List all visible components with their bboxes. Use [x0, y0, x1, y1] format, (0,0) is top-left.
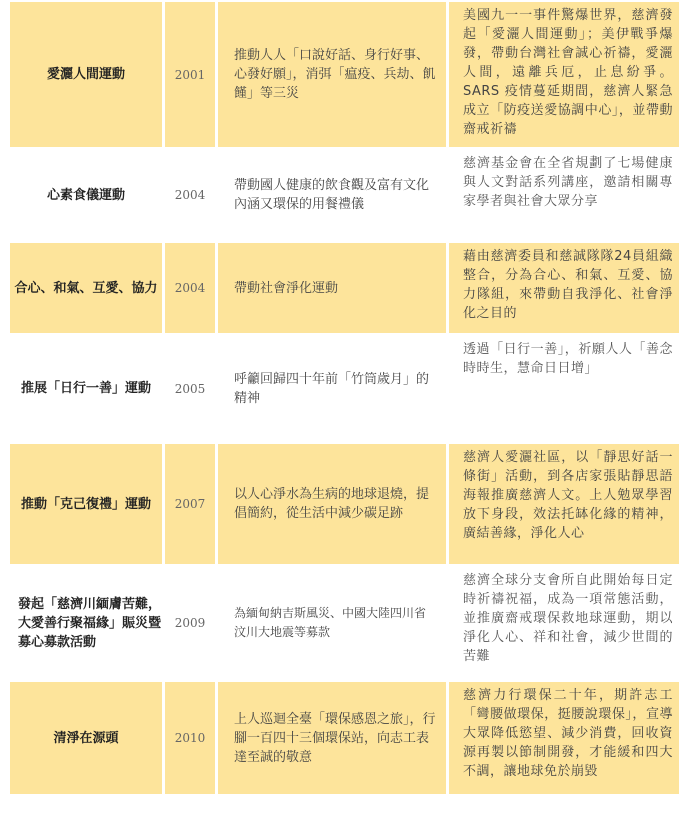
campaign-year: 2004	[165, 150, 215, 240]
campaign-detail: 慈濟基金會在全省規劃了七場健康與人文對話系列講座，邀請相關專家學者與社會大眾分享	[449, 150, 679, 240]
table-row	[10, 243, 679, 333]
empty-cell	[165, 797, 215, 827]
campaign-detail: 藉由慈濟委員和慈誠隊隊24員組織整合，分為合心、和氣、互愛、協力隊組，來帶動自我淨化、社會淨化之目的	[449, 243, 679, 333]
campaign-year: 2005	[165, 336, 215, 441]
empty-cell	[218, 797, 446, 827]
table-row	[10, 150, 679, 240]
campaign-description: 以人心淨水為生病的地球退燒，提倡簡約，從生活中減少碳足跡	[218, 444, 446, 564]
campaign-description: 帶動社會淨化運動	[218, 243, 446, 333]
campaign-name: 發起「慈濟川緬膚苦難，大愛善行聚福緣」賑災暨募心募款活動	[10, 567, 162, 679]
table-row	[10, 682, 679, 794]
campaign-detail: 慈濟全球分支會所自此開始每日定時祈禱祝福，成為一項常態活動，並推廣齋戒環保救地球運動，期以淨化人心、祥和社會，減少世間的苦難	[449, 567, 679, 679]
campaign-detail: 美國九一一事件驚爆世界，慈濟發起「愛灑人間運動」；美伊戰爭爆發，帶動台灣社會誠心祈禱，愛灑人間，遠離兵厄，止息紛爭。SARS 疫情蔓延期間，慈濟人緊急成立「防疫送愛協調中心」，並帶動齋戒祈禱	[449, 2, 679, 147]
campaign-year: 2010	[165, 682, 215, 794]
campaign-name: 合心、和氣、互愛、協力	[10, 243, 162, 333]
campaign-detail: 透過「日行一善」，祈願人人「善念時時生，慧命日日增」	[449, 336, 679, 441]
campaign-name: 推動「克己復禮」運動	[10, 444, 162, 564]
campaign-description: 呼籲回歸四十年前「竹筒歲月」的精神	[218, 336, 446, 441]
table-row	[10, 567, 679, 679]
campaign-year: 2001	[165, 2, 215, 147]
empty-cell	[10, 797, 162, 827]
campaign-description: 為緬甸納吉斯風災、中國大陸四川省汶川大地震等募款	[218, 567, 446, 679]
campaign-name: 清淨在源頭	[10, 682, 162, 794]
campaign-description: 推動人人「口說好話、身行好事、心發好願」，消弭「瘟疫、兵劫、飢饉」等三災	[218, 2, 446, 147]
table-row	[10, 336, 679, 441]
campaign-name: 心素食儀運動	[10, 150, 162, 240]
campaign-year: 2004	[165, 243, 215, 333]
table-row	[10, 797, 679, 827]
campaign-description: 上人巡迴全臺「環保感恩之旅」，行腳一百四十三個環保站，向志工表達至誠的敬意	[218, 682, 446, 794]
campaign-year: 2007	[165, 444, 215, 564]
table-row	[10, 2, 679, 147]
empty-cell	[449, 797, 679, 827]
campaign-detail: 慈濟人愛灑社區，以「靜思好話一條街」活動，到各店家張貼靜思語海報推廣慈濟人文。上人勉眾學習放下身段，效法托缽化緣的精神，廣結善緣，淨化人心	[449, 444, 679, 564]
table-row	[10, 444, 679, 564]
campaign-name: 推展「日行一善」運動	[10, 336, 162, 441]
campaign-detail: 慈濟力行環保二十年，期許志工「彎腰做環保，挺腰說環保」，宣導大眾降低慾望、減少消費，回收資源再製以節制開發，才能緩和四大不調，讓地球免於崩毀	[449, 682, 679, 794]
campaign-year: 2009	[165, 567, 215, 679]
history-table	[7, 0, 682, 830]
campaign-name: 愛灑人間運動	[10, 2, 162, 147]
campaign-description: 帶動國人健康的飲食觀及富有文化內涵又環保的用餐禮儀	[218, 150, 446, 240]
